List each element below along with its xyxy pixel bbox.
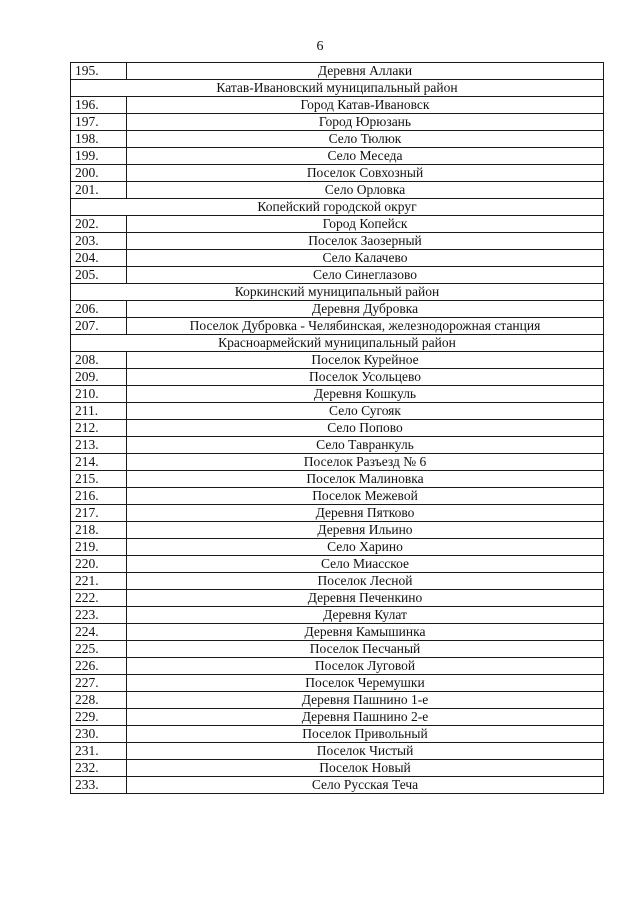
- settlement-name: Поселок Привольный: [127, 726, 604, 743]
- table-row: [71, 505, 604, 522]
- district-title: Красноармейский муниципальный район: [71, 335, 604, 352]
- row-number: 202.: [71, 216, 127, 233]
- table-row: [71, 420, 604, 437]
- settlement-name: Поселок Новый: [127, 760, 604, 777]
- row-number: 214.: [71, 454, 127, 471]
- table-row: [71, 641, 604, 658]
- settlement-name: Село Русская Теча: [127, 777, 604, 794]
- district-header-row: [71, 284, 604, 301]
- settlement-name: Город Катав-Ивановск: [127, 97, 604, 114]
- settlement-name: Село Орловка: [127, 182, 604, 199]
- table-row: [71, 726, 604, 743]
- settlement-name: Поселок Малиновка: [127, 471, 604, 488]
- table-row: [71, 743, 604, 760]
- table-row: [71, 573, 604, 590]
- row-number: 210.: [71, 386, 127, 403]
- row-number: 205.: [71, 267, 127, 284]
- table-row: [71, 114, 604, 131]
- row-number: 221.: [71, 573, 127, 590]
- row-number: 215.: [71, 471, 127, 488]
- settlement-name: Поселок Чистый: [127, 743, 604, 760]
- row-number: 223.: [71, 607, 127, 624]
- table-row: [71, 658, 604, 675]
- table-row: [71, 760, 604, 777]
- table-row: [71, 522, 604, 539]
- settlement-name: Село Сугояк: [127, 403, 604, 420]
- settlement-name: Деревня Аллаки: [127, 63, 604, 80]
- table-row: [71, 454, 604, 471]
- page-number: 6: [316, 39, 324, 54]
- row-number: 216.: [71, 488, 127, 505]
- table-row: [71, 250, 604, 267]
- settlement-name: Деревня Камышинка: [127, 624, 604, 641]
- settlement-name: Село Тавранкуль: [127, 437, 604, 454]
- settlement-name: Деревня Кошкуль: [127, 386, 604, 403]
- row-number: 217.: [71, 505, 127, 522]
- table-row: [71, 301, 604, 318]
- row-number: 206.: [71, 301, 127, 318]
- settlement-name: Село Синеглазово: [127, 267, 604, 284]
- row-number: 212.: [71, 420, 127, 437]
- settlement-name: Деревня Кулат: [127, 607, 604, 624]
- row-number: 201.: [71, 182, 127, 199]
- table-row: [71, 471, 604, 488]
- settlement-name: Город Копейск: [127, 216, 604, 233]
- row-number: 230.: [71, 726, 127, 743]
- settlement-name: Поселок Заозерный: [127, 233, 604, 250]
- row-number: 232.: [71, 760, 127, 777]
- district-header-row: [71, 335, 604, 352]
- row-number: 207.: [71, 318, 127, 335]
- row-number: 198.: [71, 131, 127, 148]
- table-row: [71, 709, 604, 726]
- table-row: [71, 216, 604, 233]
- row-number: 218.: [71, 522, 127, 539]
- settlement-name: Деревня Дубровка: [127, 301, 604, 318]
- settlement-name: Село Миасское: [127, 556, 604, 573]
- settlement-name: Деревня Пятково: [127, 505, 604, 522]
- row-number: 225.: [71, 641, 127, 658]
- table-row: [71, 539, 604, 556]
- settlement-name: Поселок Разъезд № 6: [127, 454, 604, 471]
- table-row: [71, 267, 604, 284]
- table-row: [71, 488, 604, 505]
- table-row: [71, 692, 604, 709]
- table-row: [71, 403, 604, 420]
- settlement-name: Поселок Дубровка - Челябинская, железнодорожная станция: [127, 318, 604, 335]
- row-number: 220.: [71, 556, 127, 573]
- row-number: 224.: [71, 624, 127, 641]
- settlement-name: Поселок Луговой: [127, 658, 604, 675]
- table-row: [71, 318, 604, 335]
- row-number: 195.: [71, 63, 127, 80]
- table-row: [71, 556, 604, 573]
- row-number: 228.: [71, 692, 127, 709]
- table-row: [71, 624, 604, 641]
- table-row: [71, 590, 604, 607]
- settlement-name: Поселок Курейное: [127, 352, 604, 369]
- district-header-row: [71, 199, 604, 216]
- row-number: 233.: [71, 777, 127, 794]
- settlement-name: Деревня Пашнино 1-е: [127, 692, 604, 709]
- settlements-table-body: [71, 63, 604, 794]
- row-number: 227.: [71, 675, 127, 692]
- table-row: [71, 352, 604, 369]
- row-number: 197.: [71, 114, 127, 131]
- district-title: Катав-Ивановский муниципальный район: [71, 80, 604, 97]
- settlement-name: Село Меседа: [127, 148, 604, 165]
- district-title: Коркинский муниципальный район: [71, 284, 604, 301]
- row-number: 231.: [71, 743, 127, 760]
- district-title: Копейский городской округ: [71, 199, 604, 216]
- row-number: 199.: [71, 148, 127, 165]
- settlement-name: Поселок Песчаный: [127, 641, 604, 658]
- table-row: [71, 607, 604, 624]
- table-row: [71, 97, 604, 114]
- settlement-name: Село Тюлюк: [127, 131, 604, 148]
- row-number: 208.: [71, 352, 127, 369]
- row-number: 226.: [71, 658, 127, 675]
- table-row: [71, 182, 604, 199]
- settlement-name: Поселок Черемушки: [127, 675, 604, 692]
- settlement-name: Город Юрюзань: [127, 114, 604, 131]
- table-row: [71, 437, 604, 454]
- table-row: [71, 675, 604, 692]
- row-number: 211.: [71, 403, 127, 420]
- settlement-name: Поселок Усольцево: [127, 369, 604, 386]
- table-row: [71, 233, 604, 250]
- settlement-name: Поселок Лесной: [127, 573, 604, 590]
- row-number: 204.: [71, 250, 127, 267]
- settlement-name: Деревня Печенкино: [127, 590, 604, 607]
- row-number: 219.: [71, 539, 127, 556]
- table-row: [71, 131, 604, 148]
- table-row: [71, 777, 604, 794]
- settlement-name: Деревня Ильино: [127, 522, 604, 539]
- row-number: 213.: [71, 437, 127, 454]
- settlement-name: Село Харино: [127, 539, 604, 556]
- table-row: [71, 63, 604, 80]
- settlements-table: [70, 62, 604, 794]
- settlement-name: Село Калачево: [127, 250, 604, 267]
- row-number: 229.: [71, 709, 127, 726]
- settlement-name: Деревня Пашнино 2-е: [127, 709, 604, 726]
- table-row: [71, 148, 604, 165]
- row-number: 203.: [71, 233, 127, 250]
- table-row: [71, 165, 604, 182]
- settlement-name: Село Попово: [127, 420, 604, 437]
- row-number: 209.: [71, 369, 127, 386]
- district-header-row: [71, 80, 604, 97]
- settlement-name: Поселок Межевой: [127, 488, 604, 505]
- row-number: 196.: [71, 97, 127, 114]
- table-row: [71, 369, 604, 386]
- table-row: [71, 386, 604, 403]
- row-number: 200.: [71, 165, 127, 182]
- settlement-name: Поселок Совхозный: [127, 165, 604, 182]
- row-number: 222.: [71, 590, 127, 607]
